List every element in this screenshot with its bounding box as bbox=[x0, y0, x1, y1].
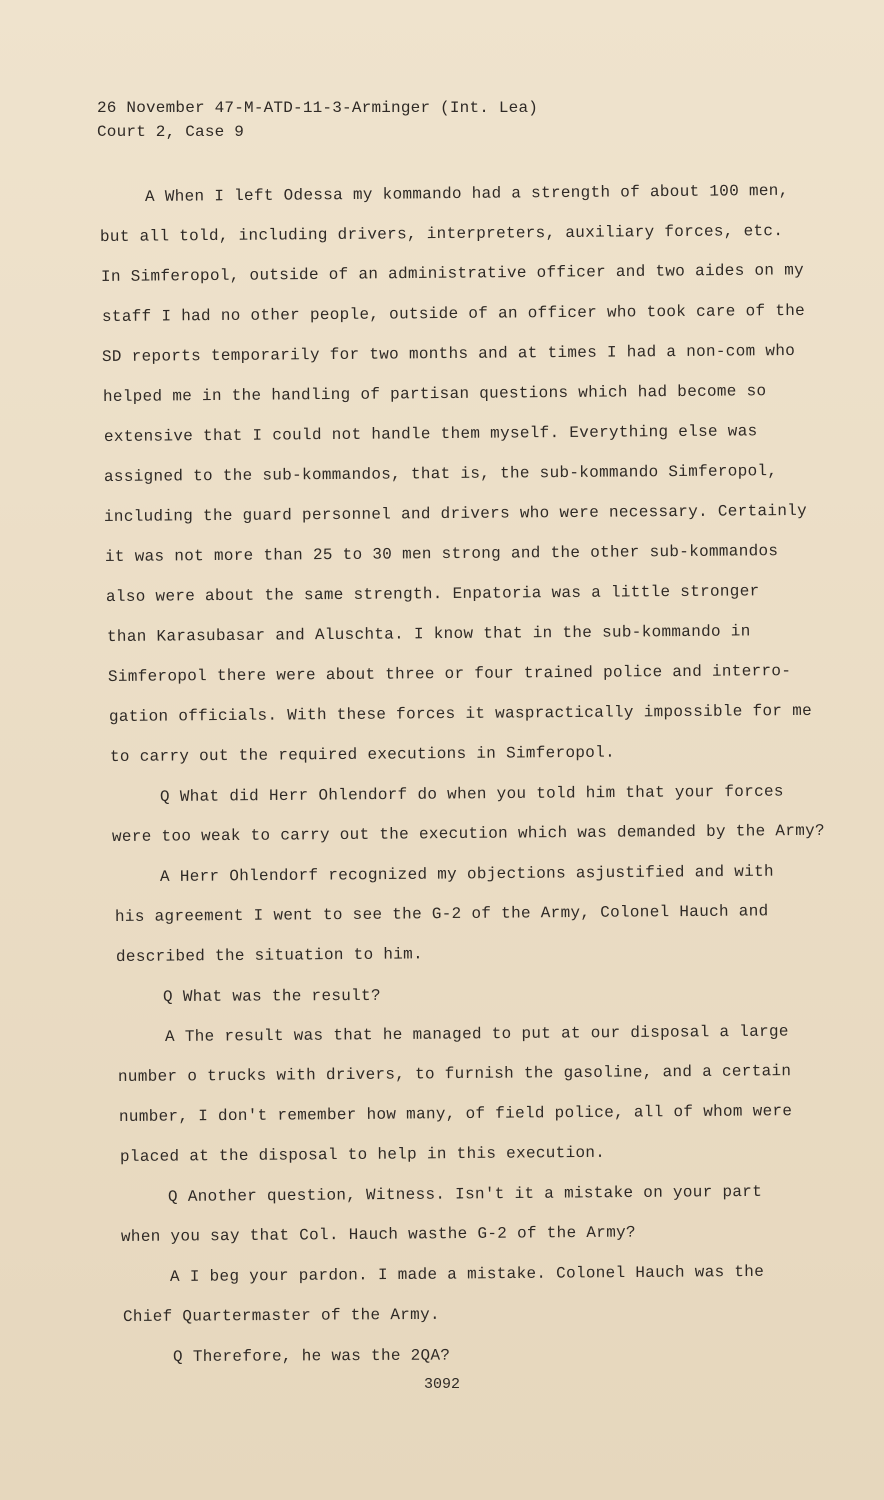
transcript-line: placed at the disposal to help in this execution. bbox=[119, 1143, 606, 1166]
transcript-line: when you say that Col. Hauch wasthe G-2 of the Army? bbox=[120, 1223, 636, 1246]
page-number: 3092 bbox=[423, 1376, 460, 1393]
transcript-line: assigned to the sub-kommandos, that is, the sub-kommando Simferopol, bbox=[103, 462, 778, 486]
transcript-line: gation officials. With these forces it waspractically impossible for me bbox=[108, 701, 813, 726]
transcript-line: staff I had no other people, outside of an officer who took care of the bbox=[101, 301, 806, 326]
transcript-line: it was not more than 25 to 30 men strong and the other sub-kommandos bbox=[104, 542, 779, 566]
transcript-line: SD reports temporarily for two months and at times I had a non-com who bbox=[101, 341, 796, 366]
transcript-line: extensive that I could not handle them myself. Everything else was bbox=[103, 422, 758, 446]
transcript-line: In Simferopol, outside of an administrative officer and two aides on my bbox=[100, 261, 805, 286]
transcript-line: Q Therefore, he was the 2QA? bbox=[172, 1346, 451, 1366]
header-line-court-case: Court 2, Case 9 bbox=[97, 123, 245, 141]
transcript-line: his agreement I went to see the G-2 of the Army, Colonel Hauch and bbox=[114, 902, 769, 926]
transcript-line: A When I left Odessa my kommando had a strength of about 100 men, bbox=[144, 181, 789, 206]
transcript-line: including the guard personnel and drivers who were necessary. Certainly bbox=[103, 501, 808, 526]
transcript-line: A The result was that he managed to put at our disposal a large bbox=[164, 1022, 789, 1046]
transcript-line: A I beg your pardon. I made a mistake. Colonel Hauch was the bbox=[169, 1262, 765, 1286]
transcript-line: number o trucks with drivers, to furnish the gasoline, and a certain bbox=[117, 1062, 792, 1086]
header-line-date-reference: 26 November 47-M-ATD-11-3-Arminger (Int. Lea) bbox=[97, 99, 539, 117]
transcript-line: Q What was the result? bbox=[162, 986, 381, 1006]
transcript-line: were too weak to carry out the execution which was demanded by the Army? bbox=[111, 821, 825, 846]
document-header bbox=[97, 96, 538, 144]
transcript-line: number, I don't remember how many, of field police, all of whom were bbox=[118, 1102, 793, 1126]
transcript-line: Q Another question, Witness. Isn't it a mistake on your part bbox=[167, 1182, 763, 1206]
transcript-line: A Herr Ohlendorf recognized my objections asjustified and with bbox=[159, 862, 774, 886]
transcript-line: Chief Quartermaster of the Army. bbox=[122, 1305, 440, 1326]
transcript-line: helped me in the handling of partisan questions which had become so bbox=[102, 382, 767, 406]
transcript-line: described the situation to him. bbox=[115, 945, 424, 966]
transcript-line: Simferopol there were about three or four trained police and interro- bbox=[107, 662, 792, 686]
transcript-line: to carry out the required executions in Simferopol. bbox=[109, 743, 616, 766]
transcript-line: but all told, including drivers, interpreters, auxiliary forces, etc. bbox=[99, 222, 784, 246]
transcript-line: also were about the same strength. Enpatoria was a little stronger bbox=[105, 582, 760, 606]
transcript-line: than Karasubasar and Aluschta. I know that in the sub-kommando in bbox=[106, 622, 751, 646]
transcript-line: Q What did Herr Ohlendorf do when you told him that your forces bbox=[159, 782, 784, 806]
